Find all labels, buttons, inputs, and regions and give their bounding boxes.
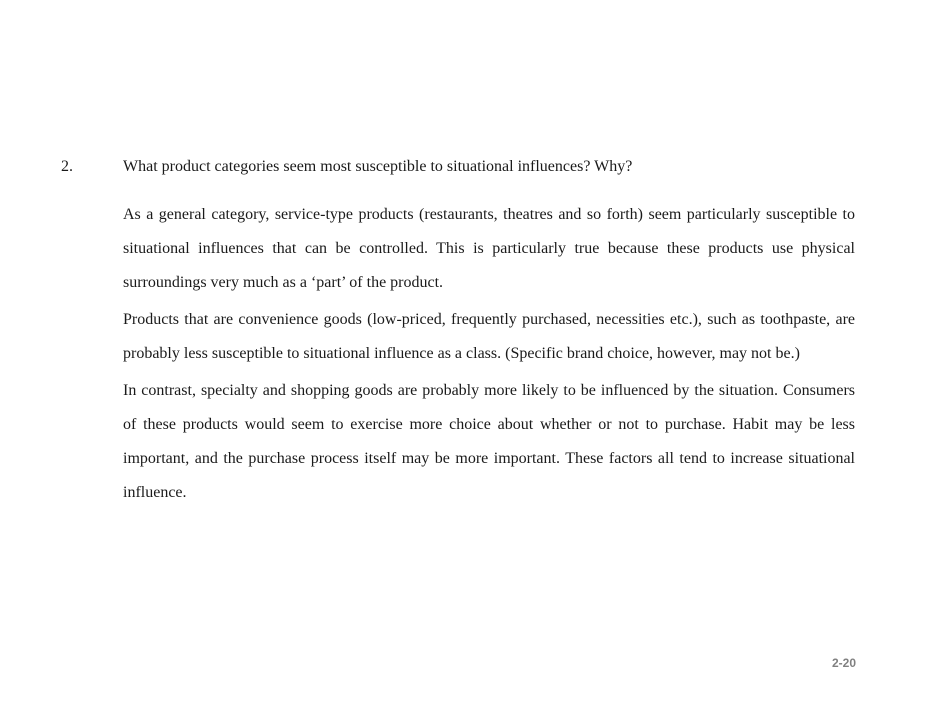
answer-paragraph: In contrast, specialty and shopping goods are probably more likely to be influenced by the situation. Consumers of these products would seem to exercise more choice about whether or not to purchase. Habit may be less important, and the purchase process itself may be more important. These factors all tend to increase situational influence. [123, 382, 855, 501]
answer-paragraph: As a general category, service-type products (restaurants, theatres and so forth) seem particularly susceptible to situational influences that can be controlled. This is particularly true because these products use physical surroundings very much as a ‘part’ of the product. [123, 206, 855, 291]
page-number: 2-20 [831, 656, 856, 670]
answer-body [123, 198, 855, 513]
question-text: What product categories seem most susceptible to situational influences? Why? [123, 158, 633, 175]
question-number: 2. [61, 158, 73, 175]
answer-paragraph: Products that are convenience goods (low-priced, frequently purchased, necessities etc.), such as toothpaste, are probably less susceptible to situational influence as a class. (Specific brand choice, however, may not be.) [123, 311, 855, 362]
